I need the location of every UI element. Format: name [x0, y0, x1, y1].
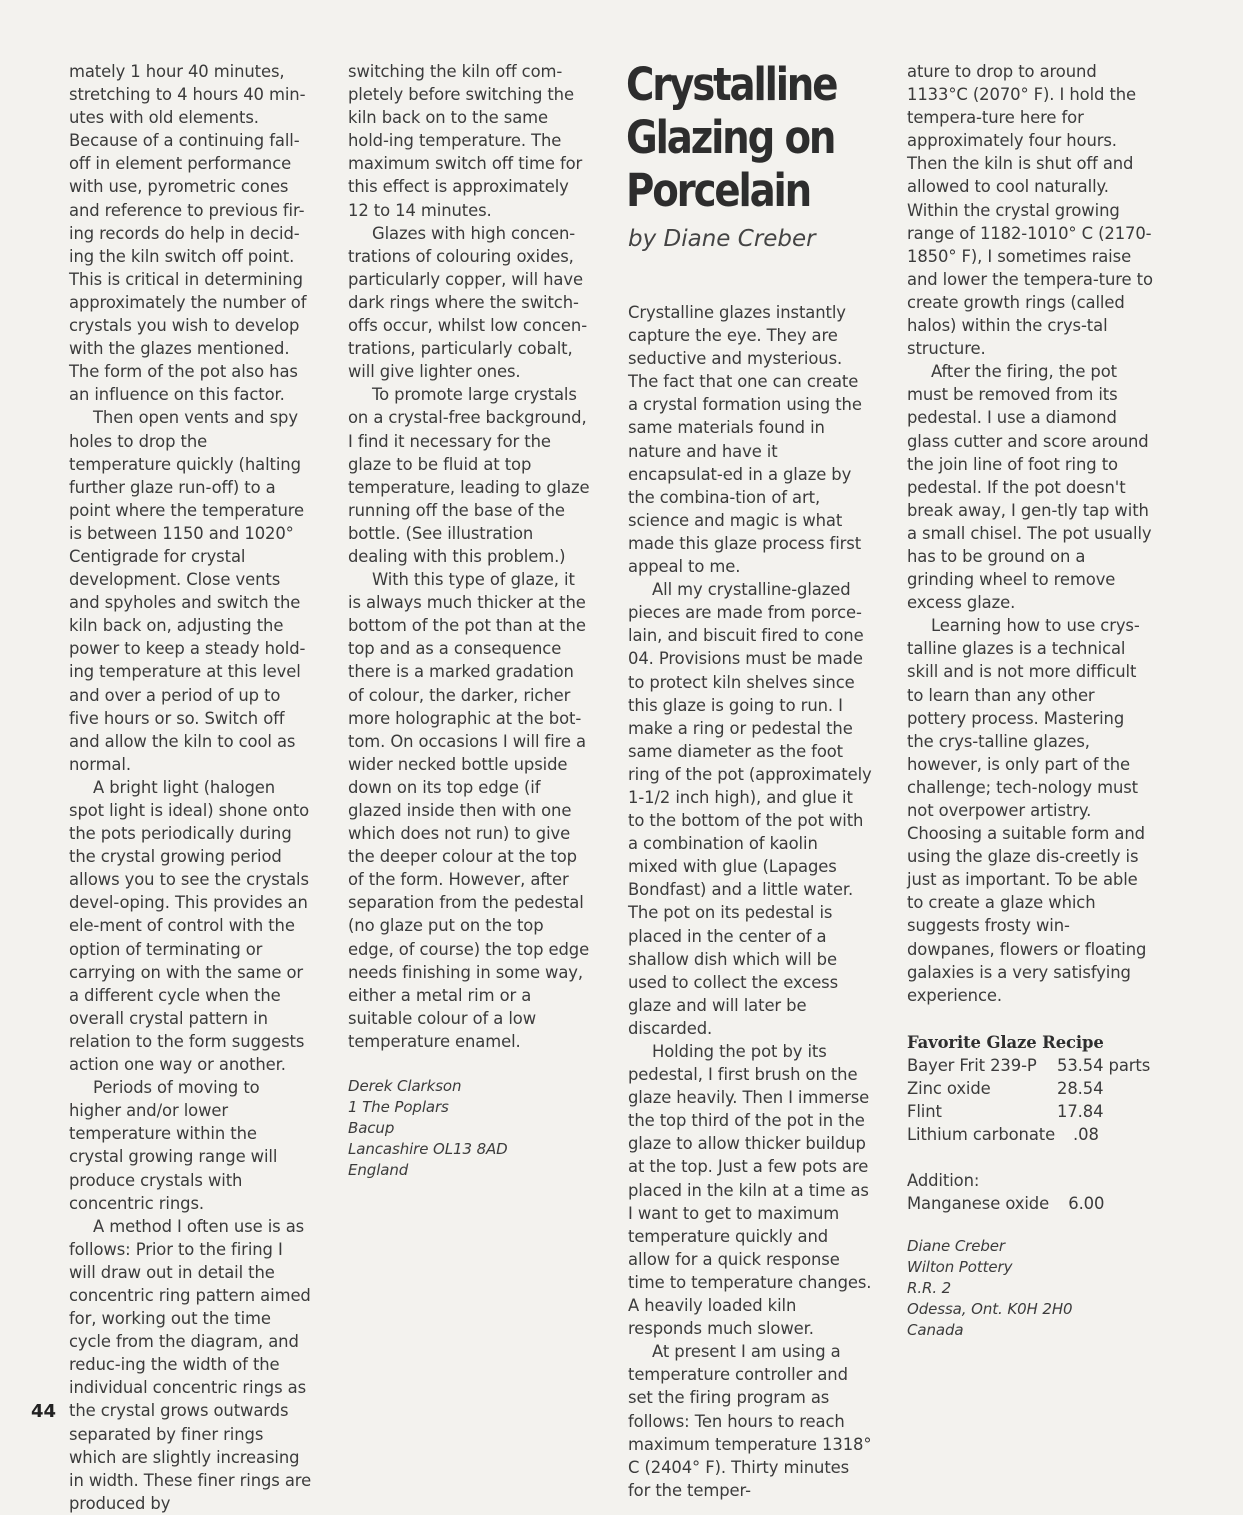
paragraph: All my crystalline-glazed pieces are made from porce-lain, and biscuit fired to cone 04. Provisions must be made to protect kiln shelves since this glaze is going to run. I make a ring or pedestal the same diameter as the foot ring of the pot (approximately 1-1/2 inch high), and glue it to the bottom of the pot with a combination of kaolin mixed with glue (Lapages Bondfast) and a little water. The pot on its pedestal is placed in the center of a shallow dish which will be used to collect the excess glaze and will later be discarded.	[628, 580, 872, 1038]
address-line: R.R. 2	[907, 1278, 952, 1297]
page-number: 44	[31, 1401, 57, 1422]
paragraph: Holding the pot by its pedestal, I first brush on the glaze heavily. Then I immerse the top third of the pot in the glaze to allow thicker buildup at the top. Just a few pots are placed in the kiln at a time as I want to get to maximum temperature quickly and allow for a quick response time to temperature changes. A heavily loaded kiln responds much slower.	[628, 1042, 872, 1339]
addition-name: Manganese oxide	[907, 1194, 1050, 1214]
paragraph: A bright light (halogen spot light is ideal) shone onto the pots periodically during the crystal growing period allows you to see the crystals devel-oping. This provides an ele-ment of control with the option of terminating or carrying on with the same or a different cycle when the overall crystal pattern in relation to the form suggests action one way or another.	[69, 777, 310, 1075]
address-line: Lancashire OL13 8AD	[348, 1140, 508, 1159]
ingredient-name: Zinc oxide	[907, 1079, 991, 1099]
author-address-creber	[907, 1236, 1153, 1341]
addition-amount: 6.00	[1068, 1194, 1105, 1214]
paragraph: Glazes with high concen-trations of colouring oxides, particularly copper, will have dark rings where the switch-offs occur, whilst low concen-trations, particularly cobalt, will give lighter ones.	[348, 223, 588, 382]
address-line: Wilton Pottery	[907, 1257, 1013, 1276]
ingredient-amount: 28.54	[1057, 1079, 1104, 1099]
paragraph: Crystalline glazes instantly capture the eye. They are seductive and mysterious. The fact that one can create a crystal formation using the same materials found in nature and have it encapsulat-ed in a glaze by the combina-tion of art, science and magic is what made this glaze process first appeal to me.	[628, 303, 862, 577]
paragraph: mately 1 hour 40 minutes, stretching to 4 hours 40 min-utes with old elements. Because of a continuing fall-off in element performance with use, pyrometric cones and reference to previous fir-ing records do help in decid-ing the kiln switch off point. This is critical in determining approximately the number of crystals you wish to develop with the glazes mentioned. The form of the pot also has an influence on this factor.	[69, 62, 307, 405]
column-3	[628, 301, 872, 1502]
paragraph: ature to drop to around 1133°C (2070° F). I hold the tempera-ture here for approximately four hours. Then the kiln is shut off and allowed to cool naturally. Within the crystal growing range of 1182-1010° C (2170-1850° F), I sometimes raise and lower the tempera-ture to create growth rings (called halos) within the crys-tal structure.	[907, 62, 1153, 359]
paragraph: To promote large crystals on a crystal-free background, I find it necessary for the glaze to be fluid at top temperature, leading to glaze running off the base of the bottle. (See illustration dealing with this problem.)	[348, 385, 590, 566]
paragraph: switching the kiln off com-pletely before switching the kiln back on to the same hold-ing temperature. The maximum switch off time for this effect is approximately 12 to 14 minutes.	[348, 62, 583, 220]
column-2	[348, 60, 592, 1181]
paragraph: At present I am using a temperature controller and set the firing program as follows: Ten hours to reach maximum temperature 1318° C (2404° F). Thirty minutes for the temper-	[628, 1342, 872, 1500]
ingredient-name: Lithium carbonate	[907, 1125, 1056, 1145]
author-address-clarkson	[348, 1076, 592, 1181]
recipe-heading: Favorite Glaze Recipe	[907, 1032, 1104, 1052]
column-4	[907, 60, 1153, 1341]
address-line: England	[348, 1161, 409, 1180]
column-1	[69, 60, 313, 1515]
addition-label: Addition:	[907, 1171, 980, 1191]
ingredient-amount: 17.84	[1057, 1102, 1104, 1122]
recipe-row	[907, 1100, 1150, 1123]
addition-row	[907, 1192, 1153, 1215]
paragraph: Then open vents and spy holes to drop the temperature quickly (halting further glaze run-off) to a point where the temperature is between 1150 and 1020° Centigrade for crystal development. Close vents and spyholes and switch the kiln back on, adjusting the power to keep a steady hold-ing temperature at this level and over a period of up to five hours or so. Switch off and allow the kiln to cool as normal.	[69, 408, 306, 774]
paragraph: Periods of moving to higher and/or lower temperature within the crystal growing range will produce crystals with concentric rings.	[69, 1078, 278, 1213]
address-line: Odessa, Ont. K0H 2H0	[907, 1299, 1073, 1318]
paragraph: Learning how to use crys-talline glazes is a technical skill and is not more difficult to learn than any other pottery process. Mastering the crys-talline glazes, however, is only part of the challenge; tech-nology must not overpower artistry. Choosing a suitable form and using the glaze dis-creetly is just as important. To be able to create a glaze which suggests frosty win-dowpanes, flowers or floating galaxies is a very satisfying experience.	[907, 616, 1147, 1005]
address-line: 1 The Poplars	[348, 1098, 449, 1117]
paragraph: A method I often use is as follows: Prior to the firing I will draw out in detail the concentric ring pattern aimed for, working out the time cycle from the diagram, and reduc-ing the width of the individual concentric rings as the crystal grows outwards separated by finer rings which are slightly increasing in width. These finer rings are produced by	[69, 1216, 312, 1513]
recipe-row	[907, 1054, 1150, 1077]
article-title: Crystalline Glazing on Porcelain	[626, 58, 837, 217]
ingredient-amount: .08	[1073, 1125, 1099, 1145]
paragraph: After the firing, the pot must be removed from its pedestal. I use a diamond glass cutter and score around the join line of foot ring to pedestal. If the pot doesn't break away, I gen-tly tap with a small chisel. The pot usually has to be ground on a grinding wheel to remove excess glaze.	[907, 362, 1152, 613]
ingredient-name: Bayer Frit 239-P	[907, 1055, 1037, 1075]
address-line: Derek Clarkson	[348, 1077, 462, 1096]
article-byline: by Diane Creber	[628, 226, 816, 252]
address-line: Bacup	[348, 1119, 395, 1138]
address-line: Diane Creber	[907, 1236, 1005, 1255]
ingredient-name: Flint	[907, 1102, 942, 1122]
ingredient-amount: 53.54 parts	[1057, 1055, 1151, 1075]
address-line: Canada	[907, 1320, 964, 1339]
paragraph: With this type of glaze, it is always much thicker at the bottom of the pot than at the top and as a consequence there is a marked gradation of colour, the darker, richer more holographic at the bot-tom. On occasions I will fire a wider necked bottle upside down on its top edge (if glazed inside then with one which does not run) to give the deeper colour at the top of the form. However, after separation from the pedestal (no glaze put on the top edge, of course) the top edge needs finishing in some way, either a metal rim or a suitable colour of a low temperature enamel.	[348, 570, 590, 1051]
recipe-row	[907, 1123, 1150, 1146]
recipe-table	[907, 1054, 1150, 1146]
recipe-row	[907, 1077, 1150, 1100]
